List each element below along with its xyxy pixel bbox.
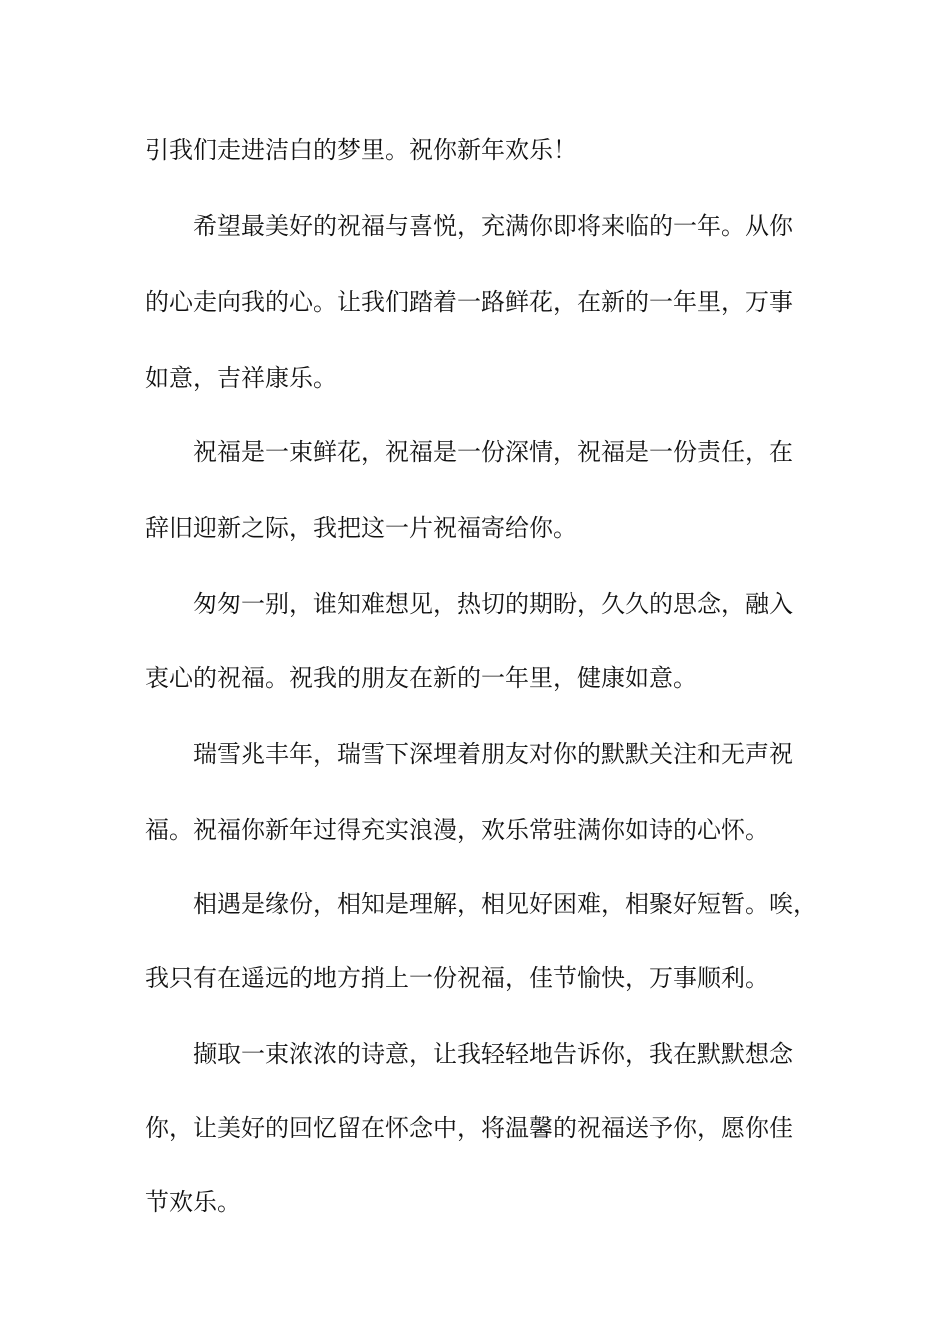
text-line: 你，让美好的回忆留在怀念中，将温馨的祝福送予你，愿你佳 xyxy=(145,1114,793,1142)
text-line: 希望最美好的祝福与喜悦，充满你即将来临的一年。从你 xyxy=(193,212,793,240)
text-line: 匆匆一别，谁知难想见，热切的期盼，久久的思念，融入 xyxy=(193,590,793,618)
text-line: 福。祝福你新年过得充实浪漫，欢乐常驻满你如诗的心怀。 xyxy=(145,816,769,844)
text-line: 撷取一束浓浓的诗意，让我轻轻地告诉你，我在默默想念 xyxy=(193,1040,793,1068)
text-line: 瑞雪兆丰年，瑞雪下深埋着朋友对你的默默关注和无声祝 xyxy=(193,740,793,768)
text-line: 如意，吉祥康乐。 xyxy=(145,364,337,392)
text-line: 衷心的祝福。祝我的朋友在新的一年里，健康如意。 xyxy=(145,664,697,692)
text-line: 我只有在遥远的地方捎上一份祝福，佳节愉快，万事顺利。 xyxy=(145,964,769,992)
text-line: 的心走向我的心。让我们踏着一路鲜花，在新的一年里，万事 xyxy=(145,288,793,316)
text-line: 辞旧迎新之际，我把这一片祝福寄给你。 xyxy=(145,514,577,542)
text-line: 祝福是一束鲜花，祝福是一份深情，祝福是一份责任，在 xyxy=(193,438,793,466)
text-line: 相遇是缘份，相知是理解，相见好困难，相聚好短暂。唉， xyxy=(193,890,817,918)
text-line: 节欢乐。 xyxy=(145,1188,241,1216)
text-line: 引我们走进洁白的梦里。祝你新年欢乐！ xyxy=(145,136,577,164)
